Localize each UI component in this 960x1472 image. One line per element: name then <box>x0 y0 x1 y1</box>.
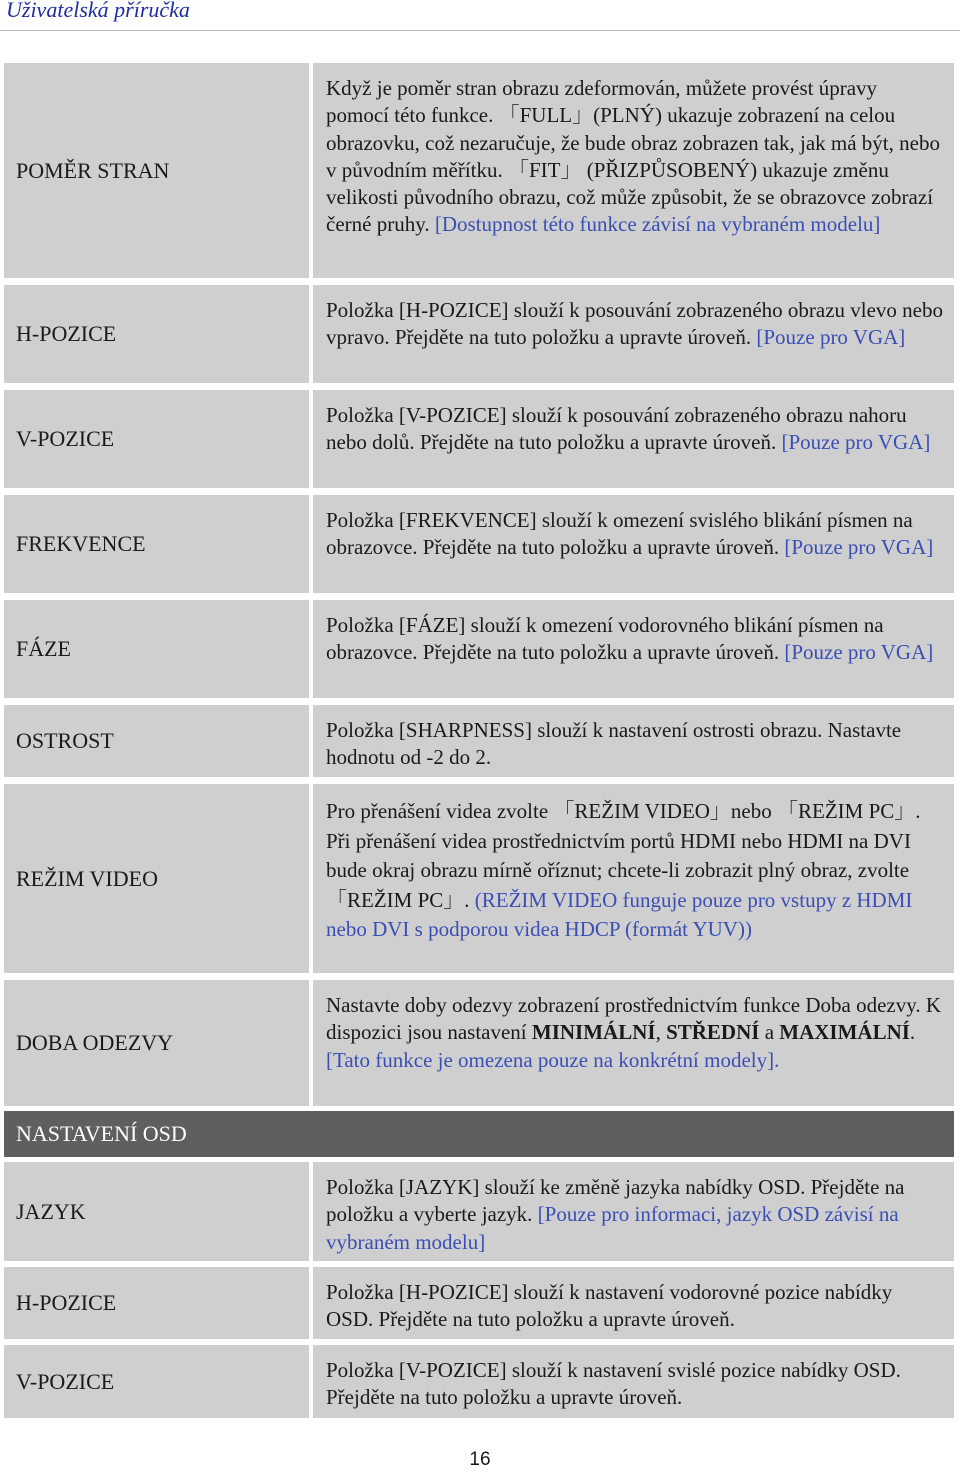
document-title: Uživatelská příručka <box>6 0 190 22</box>
setting-description-osd-v-position <box>313 1345 954 1418</box>
setting-description-v-position <box>313 390 954 488</box>
setting-description-sharpness <box>313 705 954 777</box>
option-maximum: MAXIMÁLNÍ <box>779 1020 910 1045</box>
setting-label-response-time: DOBA ODEZVY <box>4 980 309 1106</box>
description-text: Položka [JAZYK] slouží ke změně jazyka nabídky OSD. Přejděte na položku a vyberte jazyk. <box>326 1175 905 1227</box>
setting-label-v-position: V-POZICE <box>4 390 309 488</box>
setting-label-osd-h-position: H-POZICE <box>4 1267 309 1339</box>
header-divider <box>0 30 960 31</box>
section-header-osd-settings: NASTAVENÍ OSD <box>4 1111 954 1157</box>
setting-description-h-position <box>313 285 954 383</box>
description-text: Položka [SHARPNESS] slouží k nastavení ostrosti obrazu. Nastavte hodnotu od -2 do 2. <box>326 718 902 770</box>
description-text: Položka [V-POZICE] slouží k nastavení svislé pozice nabídky OSD. Přejděte na tuto položku a upravte úroveň. <box>326 1358 901 1410</box>
separator: . <box>909 1020 916 1045</box>
setting-description-phase <box>313 600 954 698</box>
setting-label-frequency: FREKVENCE <box>4 495 309 593</box>
separator: , <box>655 1020 667 1045</box>
setting-description-video-mode <box>313 784 954 973</box>
availability-note: [Pouze pro VGA] <box>756 325 906 350</box>
description-text: Položka [V-POZICE] slouží k posouvání zobrazeného obrazu nahoru nebo dolů. Přejděte na tuto položku a upravte úroveň. <box>326 403 907 455</box>
availability-note: [Pouze pro VGA] <box>784 535 934 560</box>
availability-note: (REŽIM VIDEO funguje pouze pro vstupy z HDMI nebo DVI s podporou videa HDCP (formát YUV)) <box>326 887 913 941</box>
description-text: Když je poměr stran obrazu zdeformován, můžete provést úpravy pomocí této funkce. 「FULL」(PLNÝ) ukazuje zobrazení na celou obrazovku, což nezaručuje, že bude obraz zobrazen tak, jak má být, nebo v původním měřítku. 「FIT」 (PŘIZPŮSOBENÝ) ukazuje změnu velikosti původního obrazu, což může způsobit, že se obrazovce zobrazí černé pruhy. <box>326 76 940 237</box>
setting-label-phase: FÁZE <box>4 600 309 698</box>
setting-description-aspect-ratio <box>313 63 954 278</box>
option-minimum: MINIMÁLNÍ <box>531 1020 656 1045</box>
description-text: Položka [H-POZICE] slouží k posouvání zobrazeného obrazu vlevo nebo vpravo. Přejděte na tuto položku a upravte úroveň. <box>326 298 943 350</box>
setting-label-sharpness: OSTROST <box>4 705 309 777</box>
description-text: Položka [FÁZE] slouží k omezení vodorovného blikání písmen na obrazovce. Přejděte na tuto položku a upravte úroveň. <box>326 613 884 665</box>
description-text: Nastavte doby odezvy zobrazení prostřednictvím funkce Doba odezvy. K dispozici jsou nastavení <box>326 993 942 1045</box>
description-text: Položka [H-POZICE] slouží k nastavení vodorovné pozice nabídky OSD. Přejděte na tuto položku a upravte úroveň. <box>326 1280 893 1332</box>
setting-description-response-time <box>313 980 954 1106</box>
availability-note: [Pouze pro VGA] <box>784 640 934 665</box>
description-text: Pro přenášení videa zvolte 「REŽIM VIDEO」nebo 「REŽIM PC」. Při přenášení videa prostřednictvím portů HDMI nebo HDMI na DVI bude okraj obrazu mírně oříznut; chcete-li zobrazit plný obraz, zvolte 「REŽIM PC」. <box>326 799 921 912</box>
description-text: Položka [FREKVENCE] slouží k omezení svislého blikání písmen na obrazovce. Přejděte na tuto položku a upravte úroveň. <box>326 508 913 560</box>
availability-note: [Dostupnost této funkce závisí na vybraném modelu] <box>434 212 881 237</box>
setting-description-language <box>313 1162 954 1261</box>
setting-label-language: JAZYK <box>4 1162 309 1261</box>
setting-label-osd-v-position: V-POZICE <box>4 1345 309 1418</box>
availability-note: [Tato funkce je omezena pouze na konkrétní modely]. <box>326 1047 780 1072</box>
separator: a <box>759 1020 780 1045</box>
availability-note: [Pouze pro informaci, jazyk OSD závisí na vybraném modelu] <box>326 1202 899 1254</box>
setting-label-h-position: H-POZICE <box>4 285 309 383</box>
page-number: 16 <box>469 1449 491 1470</box>
setting-label-video-mode: REŽIM VIDEO <box>4 784 309 973</box>
setting-label-aspect-ratio: POMĚR STRAN <box>4 63 309 278</box>
option-medium: STŘEDNÍ <box>666 1020 760 1045</box>
setting-description-osd-h-position <box>313 1267 954 1339</box>
setting-description-frequency <box>313 495 954 593</box>
availability-note: [Pouze pro VGA] <box>781 430 931 455</box>
